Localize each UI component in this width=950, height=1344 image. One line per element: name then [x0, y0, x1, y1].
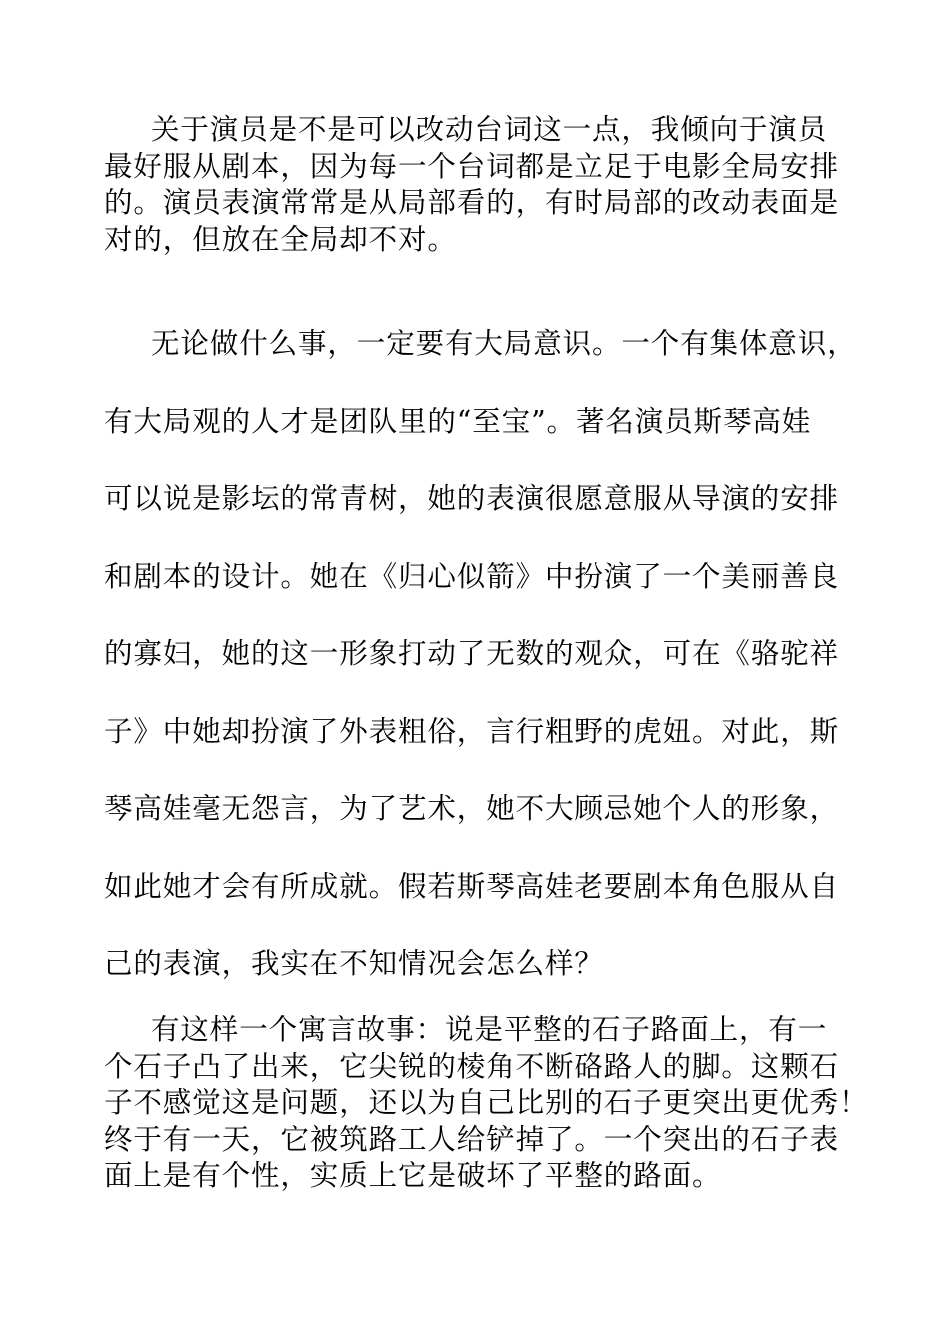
text-line: 关于演员是不是可以改动台词这一点，我倾向于演员 — [151, 113, 828, 146]
text-line: 无论做什么事，一定要有大局意识。一个有集体意识， — [151, 327, 857, 360]
text-line: 有大局观的人才是团队里的“至宝”。著名演员斯琴高娃 — [104, 404, 812, 438]
text-line: 己的表演，我实在不知情况会怎么样？ — [104, 947, 604, 980]
text-line: 的寡妇，她的这一形象打动了无数的观众，可在《骆驼祥 — [104, 637, 840, 670]
text-line: 子不感觉这是问题，还以为自己比别的石子更突出更优秀！ — [104, 1086, 869, 1119]
text-line: 琴高娃毫无怨言，为了艺术，她不大顾忌她个人的形象， — [104, 792, 840, 825]
paragraph-big-picture — [104, 305, 864, 1003]
paragraph-actors-script — [104, 112, 864, 258]
paragraph-stone-fable — [104, 1012, 869, 1195]
text-line: 终于有一天，它被筑路工人给铲掉了。一个突出的石子表 — [104, 1122, 840, 1156]
text-line: 最好服从剧本，因为每一个台词都是立足于电影全局安排 — [104, 149, 840, 183]
text-line: 面上是有个性，实质上它是破坏了平整的路面。 — [104, 1159, 722, 1192]
text-line: 对的，但放在全局却不对。 — [104, 222, 457, 256]
text-line: 的。演员表演常常是从局部看的，有时局部的改动表面是 — [104, 186, 840, 219]
text-line: 和剧本的设计。她在《归心似箭》中扮演了一个美丽善良 — [104, 559, 840, 593]
text-line: 如此她才会有所成就。假若斯琴高娃老要剧本角色服从自 — [104, 869, 840, 903]
text-line: 子》中她却扮演了外表粗俗，言行粗野的虎妞。对此，斯 — [104, 714, 840, 748]
text-line: 个石子凸了出来，它尖锐的棱角不断硌路人的脚。这颗石 — [104, 1049, 840, 1083]
text-line: 有这样一个寓言故事：说是平整的石子路面上，有一 — [151, 1013, 828, 1046]
text-line: 可以说是影坛的常青树，她的表演很愿意服从导演的安排 — [104, 482, 840, 515]
